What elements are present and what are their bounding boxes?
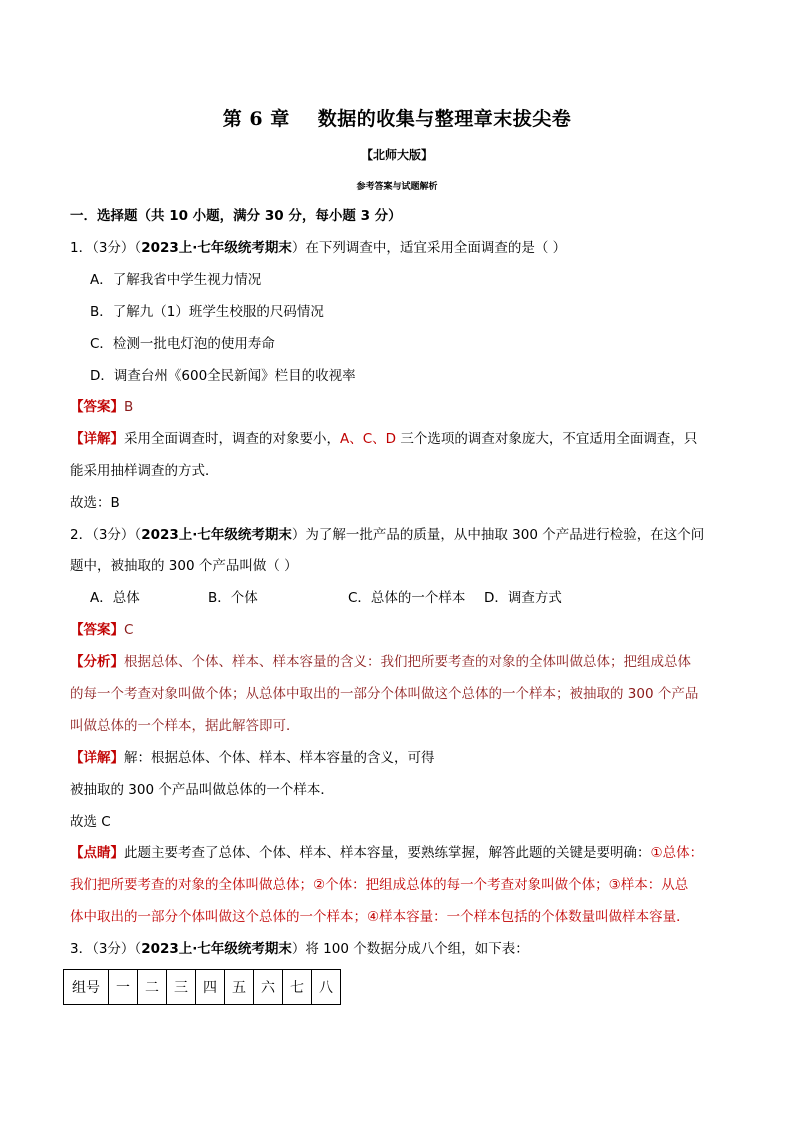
table-cell: 七 bbox=[283, 970, 312, 1005]
answers-subtitle: 参考答案与试题解析 bbox=[356, 182, 438, 192]
chapter-label: 第 6 章 bbox=[222, 108, 290, 130]
table-header-cell: 组号 bbox=[64, 970, 109, 1005]
detail-line bbox=[70, 429, 730, 449]
analysis-line bbox=[70, 652, 730, 672]
detail-line: 被抽取的 300 个产品叫做总体的一个样本． bbox=[70, 782, 334, 798]
answer-line bbox=[70, 620, 730, 640]
option-c: C．检测一批电灯泡的使用寿命 bbox=[90, 336, 275, 352]
table-row bbox=[64, 970, 341, 1005]
option-d: D．调查台州《600全民新闻》栏目的收视率 bbox=[90, 368, 356, 384]
table-cell: 五 bbox=[225, 970, 254, 1005]
group-table bbox=[63, 969, 341, 1005]
analysis-line: 的每一个考查对象叫做个体；从总体中取出的一部分个体叫做这个总体的一个样本；被抽取的 300 个产品 bbox=[70, 686, 699, 702]
point-line bbox=[70, 907, 730, 927]
point-highlight: 体中取出的一部分个体叫做这个总体的一个样本； bbox=[70, 909, 367, 925]
answer-tag: 【答案】 bbox=[70, 399, 124, 415]
analysis-text: 根据总体、个体、样本、样本容量的含义：我们把所要考查的对象的全体叫做总体；把组成总体 bbox=[124, 654, 691, 670]
table-cell: 一 bbox=[109, 970, 138, 1005]
answer-value: B bbox=[124, 399, 134, 415]
point-line bbox=[70, 875, 730, 895]
question-number: 3．（3分）（ bbox=[70, 941, 142, 957]
conclusion-line: 故选 C bbox=[70, 814, 111, 830]
question-text: 题中，被抽取的 300 个产品叫做（ ） bbox=[70, 558, 298, 574]
table-cell: 八 bbox=[312, 970, 341, 1005]
table-cell: 四 bbox=[196, 970, 225, 1005]
title-text: 数据的收集与整理章末拔尖卷 bbox=[317, 108, 572, 130]
option-a: A．总体 bbox=[90, 590, 140, 606]
conclusion-line: 故选：B bbox=[70, 495, 120, 511]
question-source: 2023上·七年级统考期末 bbox=[141, 941, 292, 957]
detail-tag: 【详解】 bbox=[70, 431, 124, 447]
question-source: 2023上·七年级统考期末 bbox=[141, 240, 292, 256]
document-title bbox=[0, 104, 794, 131]
question-text: ）为了解一批产品的质量，从中抽取 300 个产品进行检验，在这个问 bbox=[291, 527, 705, 543]
analysis-line: 叫做总体的一个样本，据此解答即可． bbox=[70, 718, 300, 734]
question-source: 2023上·七年级统考期末 bbox=[141, 527, 292, 543]
detail-text: 三个选项的调查对象庞大，不宜适用全面调查，只 bbox=[396, 431, 698, 447]
question-3-stem bbox=[70, 939, 730, 959]
question-2-stem bbox=[70, 525, 730, 545]
point-tag: 【点睛】 bbox=[70, 845, 124, 861]
option-d: D．调查方式 bbox=[484, 590, 562, 606]
point-line bbox=[70, 843, 730, 863]
point-highlight: ③样本：从总 bbox=[608, 877, 689, 893]
detail-text: 解：根据总体、个体、样本、样本容量的含义，可得 bbox=[124, 750, 435, 766]
detail-highlight: A、C、D bbox=[340, 431, 397, 447]
answer-value: C bbox=[124, 622, 134, 638]
option-c: C．总体的一个样本 bbox=[348, 590, 466, 606]
question-number: 1．（3分）（ bbox=[70, 240, 142, 256]
point-highlight: ④样本容量：一个样本包括的个体数量叫做样本容量． bbox=[367, 909, 690, 925]
analysis-tag: 【分析】 bbox=[70, 654, 124, 670]
point-highlight: ①总体： bbox=[650, 845, 704, 861]
question-text: ）将 100 个数据分成八个组，如下表： bbox=[291, 941, 529, 957]
detail-line: 能采用抽样调查的方式． bbox=[70, 463, 219, 479]
point-highlight: 我们把所要考查的对象的全体叫做总体； bbox=[70, 877, 313, 893]
option-b: B．了解九（1）班学生校服的尺码情况 bbox=[90, 304, 324, 320]
question-text: ）在下列调查中，适宜采用全面调查的是（ ） bbox=[291, 240, 567, 256]
answer-tag: 【答案】 bbox=[70, 622, 124, 638]
table-cell: 二 bbox=[138, 970, 167, 1005]
answer-line bbox=[70, 397, 730, 417]
point-highlight: ②个体：把组成总体的每一个考查对象叫做个体； bbox=[313, 877, 609, 893]
option-a: A．了解我省中学生视力情况 bbox=[90, 272, 262, 288]
option-b: B．个体 bbox=[208, 590, 258, 606]
edition-label: 【北师大版】 bbox=[360, 148, 433, 162]
detail-tag: 【详解】 bbox=[70, 750, 124, 766]
point-text: 此题主要考查了总体、个体、样本、样本容量，要熟练掌握，解答此题的关键是要明确： bbox=[124, 845, 651, 861]
question-number: 2．（3分）（ bbox=[70, 527, 142, 543]
section-heading: 一．选择题（共 10 小题，满分 30 分，每小题 3 分） bbox=[70, 208, 402, 224]
question-1-stem bbox=[70, 238, 730, 258]
detail-text: 采用全面调查时，调查的对象要小， bbox=[124, 431, 340, 447]
table-cell: 三 bbox=[167, 970, 196, 1005]
detail-line bbox=[70, 748, 730, 768]
table-cell: 六 bbox=[254, 970, 283, 1005]
